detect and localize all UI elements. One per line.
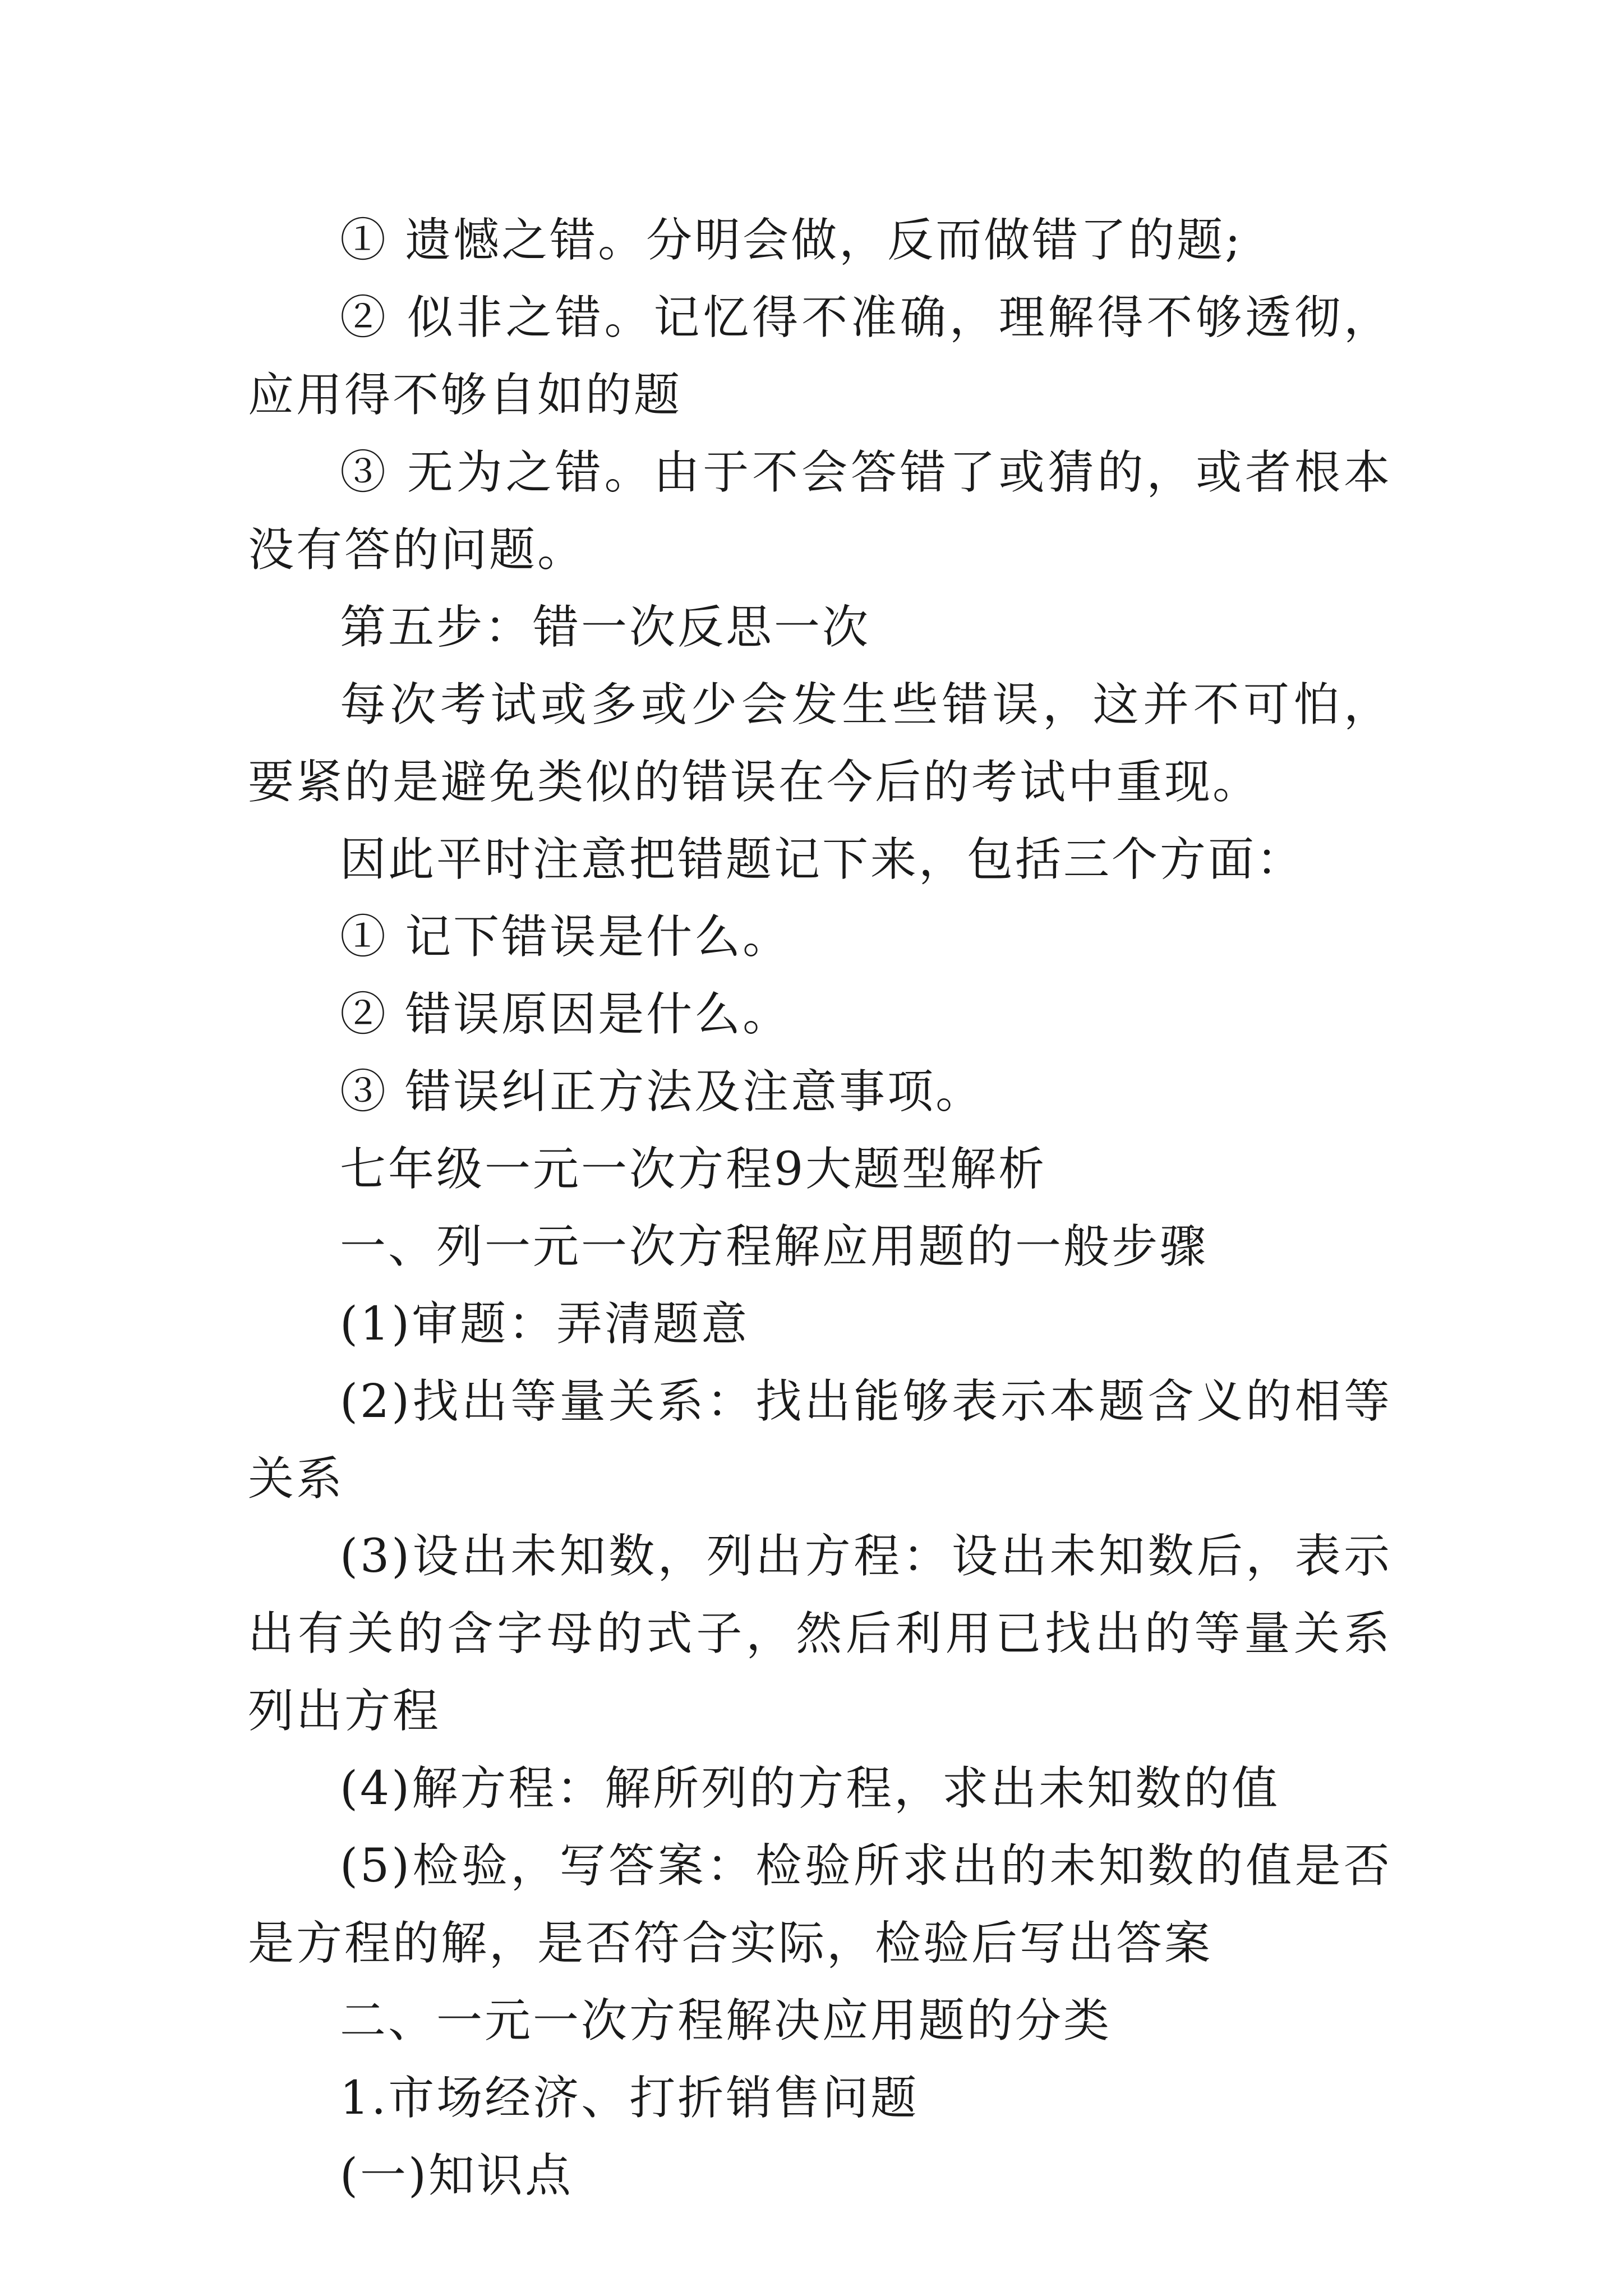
step-item-2: (2)找出等量关系：找出能够表示本题含义的相等关系 — [248, 1375, 1392, 1506]
step-five-heading: 第五步：错一次反思一次 — [340, 601, 871, 654]
topic-heading-market: 1.市场经济、打折销售问题 — [340, 2072, 919, 2125]
step-item-3: (3)设出未知数，列出方程：设出未知数后，表示出有关的含字母的式子，然后利用已找出的等量关系列出方程 — [248, 1530, 1392, 1738]
list-item-record-why: ② 错误原因是什么。 — [340, 988, 791, 1041]
step-item-5: (5)检验，写答案：检验所求出的未知数的值是否是方程的解，是否符合实际，检验后写出答案 — [248, 1839, 1392, 1970]
list-item-helpless-error: ③ 无为之错。由于不会答错了或猜的，或者根本没有答的问题。 — [248, 446, 1392, 577]
paragraph-exam-errors: 每次考试或多或少会发生些错误，这并不可怕，要紧的是避免类似的错误在今后的考试中重现。 — [248, 678, 1392, 809]
subsection-heading-classification: 二、一元一次方程解决应用题的分类 — [340, 1994, 1112, 2047]
subsection-heading-steps: 一、列一元一次方程解应用题的一般步骤 — [340, 1220, 1209, 1273]
list-item-record-what: ① 记下错误是什么。 — [340, 910, 791, 964]
list-item-regret-error: ① 遗憾之错。分明会做，反而做错了的题; — [340, 214, 1243, 267]
step-item-4: (4)解方程：解所列的方程，求出未知数的值 — [340, 1762, 1280, 1815]
section-title: 七年级一元一次方程9大题型解析 — [340, 1143, 1047, 1196]
paragraph-record-mistakes: 因此平时注意把错题记下来，包括三个方面： — [340, 833, 1305, 886]
topic-subheading-knowledge: (一)知识点 — [340, 2149, 573, 2202]
document-body — [248, 202, 1392, 2215]
list-item-record-fix: ③ 错误纠正方法及注意事项。 — [340, 1065, 984, 1119]
list-item-seemingly-wrong-error: ② 似非之错。记忆得不准确，理解得不够透彻，应用得不够自如的题 — [248, 291, 1392, 422]
step-item-1: (1)审题：弄清题意 — [340, 1297, 750, 1351]
